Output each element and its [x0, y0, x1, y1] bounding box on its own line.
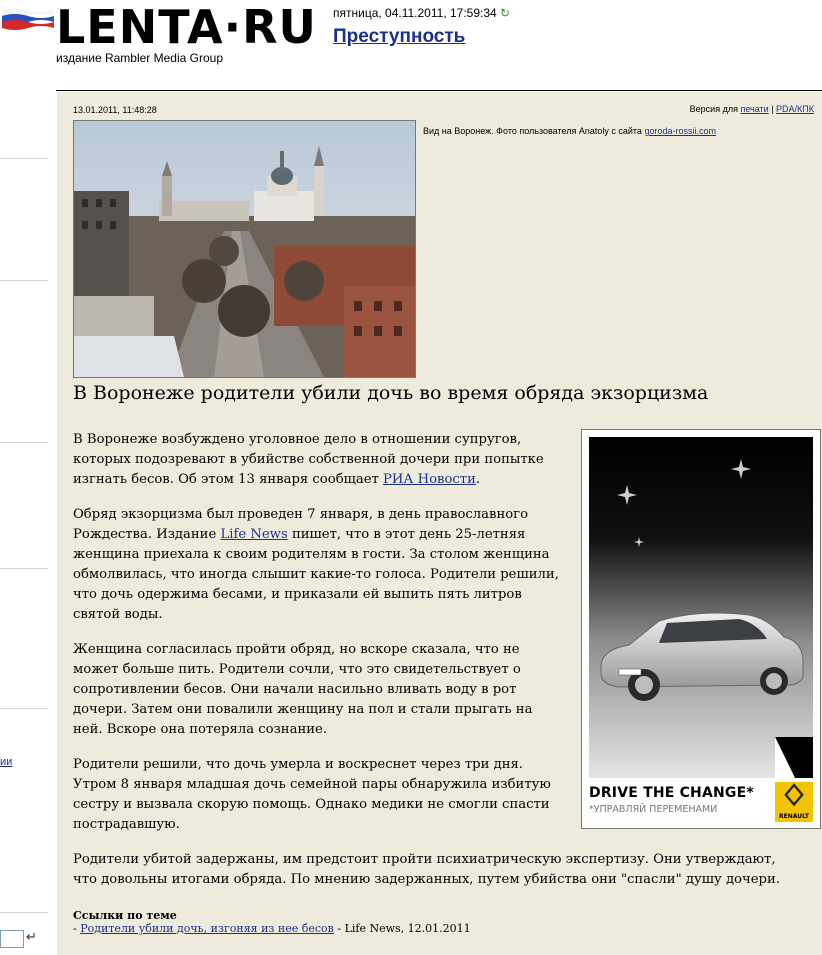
related-bullet: -: [73, 922, 81, 935]
related-article-link[interactable]: Родители убили дочь, изгоняя из нее бесов: [80, 922, 334, 935]
paragraph-2-start: Обряд экзорцизма был проведен 7 января, в день православного Рождества. Издание: [73, 507, 529, 542]
sidebar-search-input[interactable]: [0, 930, 24, 948]
caption-text: Вид на Воронеж. Фото пользователя Anatoly с сайта: [423, 126, 645, 136]
sidebar-divider: [0, 442, 48, 443]
article-container: [57, 92, 822, 955]
refresh-icon[interactable]: ↻: [500, 6, 511, 20]
version-separator: |: [768, 104, 777, 114]
enter-icon[interactable]: ↵: [26, 930, 37, 945]
ad-subline: *УПРАВЛЯЙ ПЕРЕМЕНАМИ: [589, 804, 718, 815]
ad-slogan: DRIVE THE CHANGE*: [589, 785, 754, 801]
article-headline: В Воронеже родители убили дочь во время обряда экзорцизма: [73, 382, 709, 404]
sidebar-divider: [0, 708, 48, 709]
sidebar-divider: [0, 280, 48, 281]
paragraph-3: Женщина согласилась пройти обряд, но вскоре сказала, что не может больше пить. Родители сочли, что это свидетельствует о сопротивлении бесов. Они начали насильно вливать воду в рот дочери. Затем они повалили женщину на пол и стали прыгать на ней. Вскоре она потеряла сознание.: [73, 642, 533, 737]
paragraph-2: [73, 505, 563, 625]
datetime-text: пятница, 04.11.2011, 17:59:34: [333, 6, 497, 20]
russian-flag-icon: [2, 6, 54, 30]
current-datetime: [333, 6, 510, 20]
photo-caption: [423, 126, 716, 136]
left-sidebar: [0, 90, 50, 955]
logo-subtitle: издание Rambler Media Group: [56, 51, 224, 65]
paragraph-2-end: пишет, что в этот день 25-летняя женщина приехала к своим родителям в гости. За столом женщина обмолвилась, что иногда слышит какие-то голоса. Родители решили, что дочь одержима бесами, и приказали ей выпить пять литров святой воды.: [73, 527, 559, 622]
print-version-link[interactable]: печати: [740, 104, 769, 114]
rubric-link[interactable]: Преступность: [333, 26, 466, 47]
related-item: [73, 922, 471, 935]
related-meta: - Life News, 12.01.2011: [333, 922, 471, 935]
pda-version-link[interactable]: PDA/КПК: [776, 104, 814, 114]
paragraph-5: Родители убитой задержаны, им предстоит пройти психиатрическую экспертизу. Они утверждают, что довольны итогами обряда. По мнению задержанных, путем убийства они "спасли" душу дочери.: [73, 852, 780, 887]
site-logo[interactable]: [56, 0, 317, 65]
paragraph-1-end: .: [475, 472, 481, 487]
paragraph-4: Родители решили, что дочь умерла и воскреснет через три дня. Утром 8 января младшая дочь семейной пары обнаружила избитую сестру и вызвала скорую помощь. Однако медики не смогли спасти пострадавшую.: [73, 757, 551, 832]
logo-text: LENTA·RU: [56, 0, 317, 54]
life-news-link[interactable]: Life News: [220, 527, 288, 542]
sidebar-divider: [0, 158, 48, 159]
paragraph-1: [73, 430, 563, 490]
ria-novosti-link[interactable]: РИА Новости: [383, 472, 476, 487]
article-body: [73, 430, 791, 905]
related-title: Ссылки по теме: [73, 909, 177, 922]
paragraph-1-text: В Воронеже возбуждено уголовное дело в отношении супругов, которых подозревают в убийстве собственной дочери при попытке изгнать бесов. Об этом 13 января сообщает: [73, 432, 544, 487]
sidebar-partial-link[interactable]: ии: [0, 756, 13, 768]
caption-source-link[interactable]: goroda-rossii.com: [644, 126, 716, 136]
article-photo: [73, 120, 416, 378]
sidebar-divider: [0, 568, 48, 569]
article-date: 13.01.2011, 11:48:28: [73, 105, 157, 115]
header-divider: [56, 90, 822, 91]
version-prefix: Версия для: [689, 104, 741, 114]
sidebar-divider: [0, 912, 48, 913]
related-links: [73, 909, 471, 935]
version-links: [690, 104, 814, 114]
renault-brand-text: RENAULT: [779, 813, 809, 820]
